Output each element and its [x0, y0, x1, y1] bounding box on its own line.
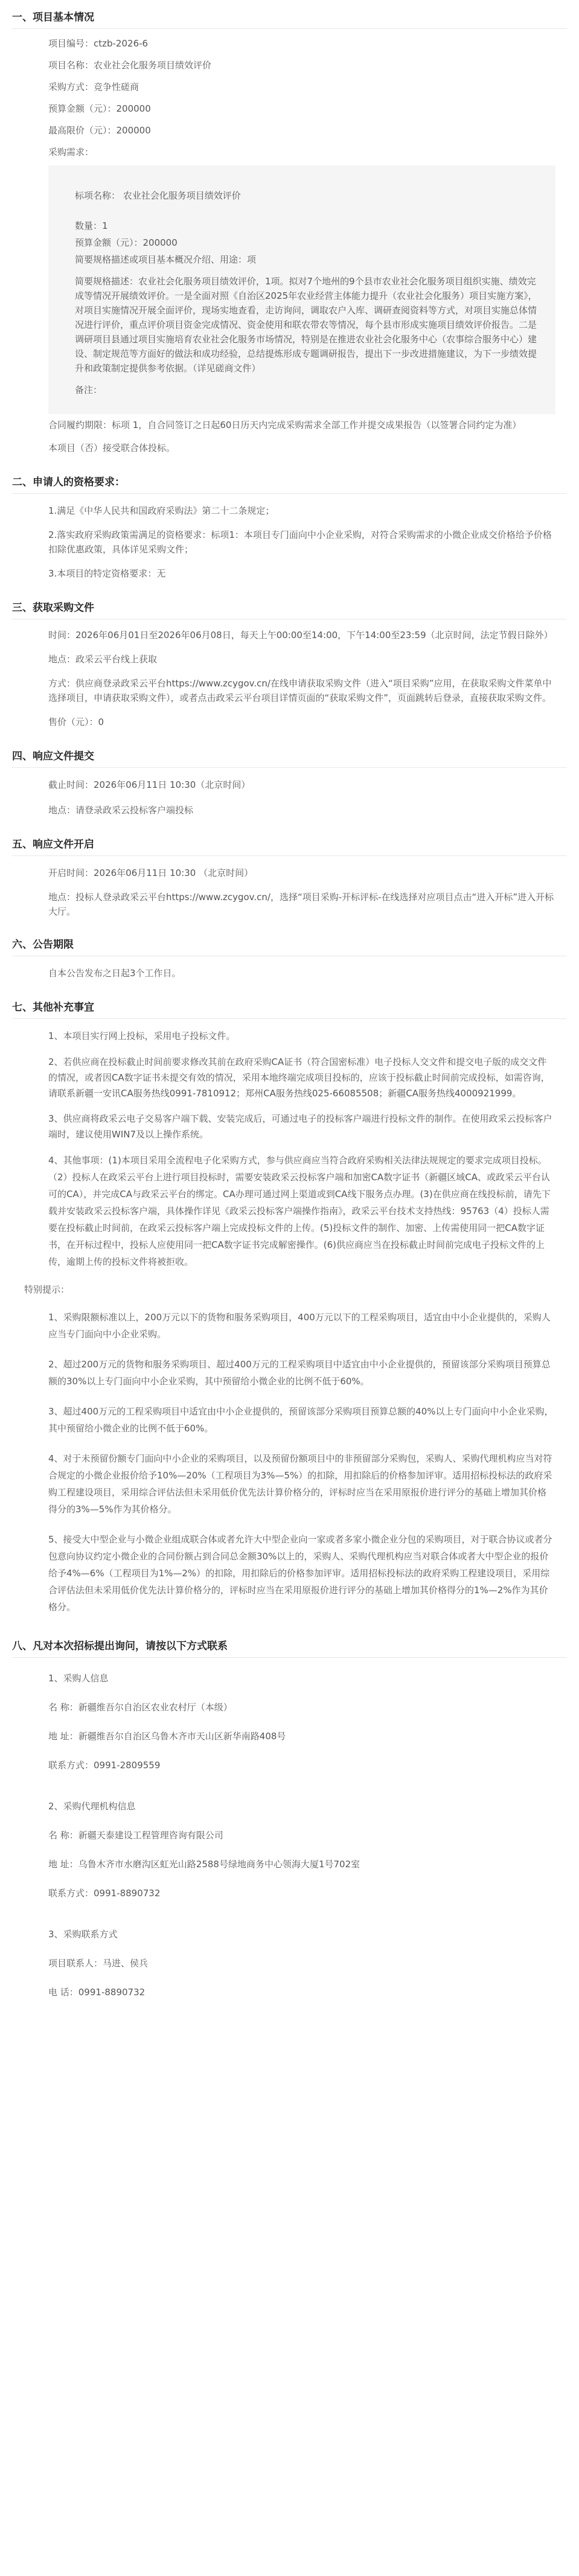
contact-agent-head: 2、采购代理机构信息	[48, 1801, 136, 1812]
section-qualifications	[12, 465, 567, 590]
contract-period: 合同履约期限：标项 1，自合同签订之日起60日历天内完成采购需求全部工作并提交成果报告（以签署合同约定为准）	[48, 420, 522, 430]
special-5: 5、接受大中型企业与小微企业组成联合体或者允许大中型企业向一家或者多家小微企业分包的采购项目，对于联合协议或者分包意向协议约定小微企业的合同份额占到合同总金额30%以上的，采购人、采购代理机构应当对联合体或者大中型企业的报价给予4%—6%（工程项目为1%—2%）的扣除，用扣除后的价格参加评审。适用招标投标法的政府采购工程建设项目，采用综合评估法但未采用低价优先法计算价格分的，评标时应当在采用原报价进行评分的基础上增加其价格得分的1%—2%作为其价格分。	[48, 1534, 552, 1612]
contact-purchaser-phone: 联系方式：0991-2809559	[48, 1760, 161, 1771]
contact-block	[12, 1664, 567, 2007]
other-1: 1、本项目实行网上投标，采用电子投标文件。	[48, 1031, 235, 1041]
special-notice-label: 特别提示：	[24, 1284, 70, 1295]
contact-project-phone: 电 话：0991-8890732	[48, 1987, 146, 1998]
special-3: 3、超过400万元的工程采购项目中适宜由中小企业提供的，预留该部分采购项目预算总额的40%以上专门面向中小企业采购，其中预留给小微企业的比例不低于60%。	[48, 1406, 554, 1434]
contact-project-head: 3、采购联系方式	[48, 1929, 118, 1940]
special-1: 1、采购限额标准以上，200万元以下的货物和服务采购项目，400万元以下的工程采购项目，适宜由中小企业提供的，采购人应当专门面向中小企业采购。	[48, 1312, 551, 1340]
qualification-1: 1.满足《中华人民共和国政府采购法》第二十二条规定；	[48, 505, 275, 516]
budget-amount: 预算金额（元）：200000	[48, 103, 151, 114]
project-number: 项目编号：ctzb-2026-6	[48, 38, 149, 49]
section-contact	[12, 1629, 567, 2007]
other-3: 3、供应商将政采云电子交易客户端下载、安装完成后，可通过电子的投标客户端进行投标文件的制作。在使用政采云投标客户端时，建议使用WIN7及以上操作系统。	[48, 1113, 552, 1140]
opening-place: 地点：投标人登录政采云平台https://www.zcygov.cn/，选择“项目采购-开标评标-在线选择对应项目点击“进入开标”进入开标大厅。	[48, 892, 554, 917]
contact-purchaser-address: 地 址：新疆维吾尔自治区乌鲁木齐市天山区新华南路408号	[48, 1731, 286, 1742]
section-submission	[12, 739, 567, 827]
contact-agent-phone: 联系方式：0991-8890732	[48, 1888, 161, 1899]
contact-agent-name: 名 称：新疆天泰建设工程管理咨询有限公司	[48, 1830, 223, 1841]
contact-purchaser-name: 名 称：新疆维吾尔自治区农业农村厅（本级）	[48, 1702, 232, 1713]
section-title: 七、其他补充事宜	[12, 990, 567, 1019]
section-title: 四、响应文件提交	[12, 739, 567, 768]
section-other-matters	[12, 990, 567, 1629]
section-title: 八、凡对本次招标提出询问，请按以下方式联系	[12, 1629, 567, 1658]
contact-agent-address: 地 址：乌鲁木齐市水磨沟区虹光山路2588号绿地商务中心领海大厦1号702室	[48, 1859, 360, 1870]
qualification-3: 3.本项目的特定资格要求：无	[48, 568, 166, 579]
notice-period-text: 自本公告发布之日起3个工作日。	[48, 968, 181, 979]
other-4: 4、其他事项：(1)本项目采用全流程电子化采购方式，参与供应商应当符合政府采购相关法律法规规定的要求完成项目投标。（2）投标人在政采云平台上进行项目投标时，需要安装政采云投标客户端和加密CA数字证书（新疆区域CA、或政采云平台认可的CA），并完成CA与政采云平台的绑定。CA办理可通过网上渠道或到CA线下服务点办理。(3)在供应商在线投标前，请先下载并安装政采云投标客户端，具体操作详见《政采云投标客户端操作指南》，政采云平台技术支持热线：95763（4）投标人需要在投标截止时间前，在政采云投标客户端上完成投标文件的上传。(5)投标文件的制作、加密、上传需使用同一把CA数字证书，在开标过程中，投标人应使用同一把CA数字证书完成解密操作。(6)供应商应当在投标截止时间前完成电子投标文件的上传，逾期上传的投标文件将被拒收。	[48, 1155, 551, 1267]
contact-purchaser-head: 1、采购人信息	[48, 1673, 109, 1684]
qualification-2: 2.落实政府采购政策需满足的资格要求：标项1：本项目专门面向中小企业采购，对符合采购需求的小微企业成交价格给予价格扣除优惠政策，具体详见采购文件；	[48, 529, 552, 555]
section-title: 三、获取采购文件	[12, 590, 567, 619]
requirements-box	[48, 165, 555, 414]
union-bid: 本项目（否）接受联合体投标。	[48, 443, 176, 453]
procurement-method: 采购方式：竞争性磋商	[48, 81, 139, 92]
submission-place: 地点：请登录政采云投标客户端投标	[48, 805, 194, 816]
item-quantity: 数量：1	[75, 220, 108, 231]
project-name: 项目名称：农业社会化服务项目绩效评价	[48, 60, 212, 71]
obtain-way: 方式：供应商登录政采云平台https://www.zcygov.cn/在线申请获取采购文件（进入“项目采购”应用，在获取采购文件菜单中选择项目，申请获取采购文件），或者点击政采云平台项目详情页面的“获取采购文件”，页面跳转后登录，直接获取采购文件。	[48, 678, 552, 703]
obtain-place: 地点：政采云平台线上获取	[48, 654, 158, 665]
section-opening	[12, 827, 567, 927]
max-price: 最高限价（元）：200000	[48, 125, 151, 136]
other-2: 2、若供应商在投标截止时间前要求修改其前在政府采购CA证书（符合国密标准）电子投标人交文件和提交电子版的成交文件的情况，或者因CA数字证书未提交有效的情况，采用本地终端完成项目投标的，应该于投标截止时间前完成投标，如需咨询，请联系新疆一安讯CA服务热线0991-7810912；郑州CA服务热线025-66085508；新疆CA服务热线4000921999。	[48, 1056, 550, 1099]
item-remark: 备注：	[75, 385, 103, 395]
section-title: 一、项目基本情况	[12, 0, 567, 29]
contact-project-person: 项目联系人：马进、侯兵	[48, 1958, 149, 1969]
section-title: 二、申请人的资格要求：	[12, 465, 567, 494]
section-title: 五、响应文件开启	[12, 827, 567, 856]
section-obtain-docs	[12, 590, 567, 739]
special-4: 4、对于未预留份额专门面向中小企业的采购项目，以及预留份额项目中的非预留部分采购包，采购人、采购代理机构应当对符合规定的小微企业报价给予10%—20%（工程项目为3%—5%）的扣除，用扣除后的价格参加评审。适用招标投标法的政府采购工程建设项目，采用综合评估法但未采用低价优先法计算价格分的，评标时应当在采用原报价进行评分的基础上增加其价格得分的3%—5%作为其价格分。	[48, 1453, 552, 1515]
item-name: 标项名称： 农业社会化服务项目绩效评价	[75, 190, 241, 201]
doc-price: 售价（元）：0	[48, 717, 104, 727]
item-description: 简要规格描述：农业社会化服务项目绩效评价，1项。拟对7个地州的9个县市农业社会化服务项目组织实施、绩效完成等情况开展绩效评价。一是全面对照《自治区2025年农业经营主体能力提升（农业社会化服务）项目实施方案》，对项目实施情况开展全面评价，现场实地查看，走访询问，调取农户入库、调研查阅资料等方式，对项目实施总体情况进行评价，重点评价项目资金完成情况、资金使用和联农带农等情况，每个县市形成实施项目绩效评价报告。二是调研项目县通过项目实施培育农业社会化服务市场情况，特别是在推进农业社会化服务中心（农事综合服务中心）建设、制定规范等方面好的做法和成功经验，总结提炼形成专题调研报告，提出下一步改进措施建议，为下一步绩效提升和政策制定提供参考依据。（详见磋商文件）	[75, 276, 537, 374]
obtain-time: 时间：2026年06月01日至2026年06月08日，每天上午00:00至14:00，下午14:00至23:59（北京时间，法定节假日除外）	[48, 630, 553, 641]
section-basic-info	[12, 0, 567, 465]
submission-deadline: 截止时间：2026年06月11日 10:30（北京时间）	[48, 779, 251, 790]
item-budget: 预算金额（元）：200000	[75, 237, 178, 248]
special-2: 2、超过200万元的货物和服务采购项目、超过400万元的工程采购项目中适宜由中小企业提供的，预留该部分采购项目预算总额的30%以上专门面向中小企业采购，其中预留给小微企业的比例不低于60%。	[48, 1359, 551, 1387]
opening-time: 开启时间：2026年06月11日 10:30 （北京时间）	[48, 868, 254, 878]
needs-label: 采购需求：	[48, 147, 94, 158]
section-title: 六、公告期限	[12, 927, 567, 956]
item-unit: 简要规格描述或项目基本概况介绍、用途：项	[75, 254, 257, 265]
section-notice-period	[12, 927, 567, 990]
